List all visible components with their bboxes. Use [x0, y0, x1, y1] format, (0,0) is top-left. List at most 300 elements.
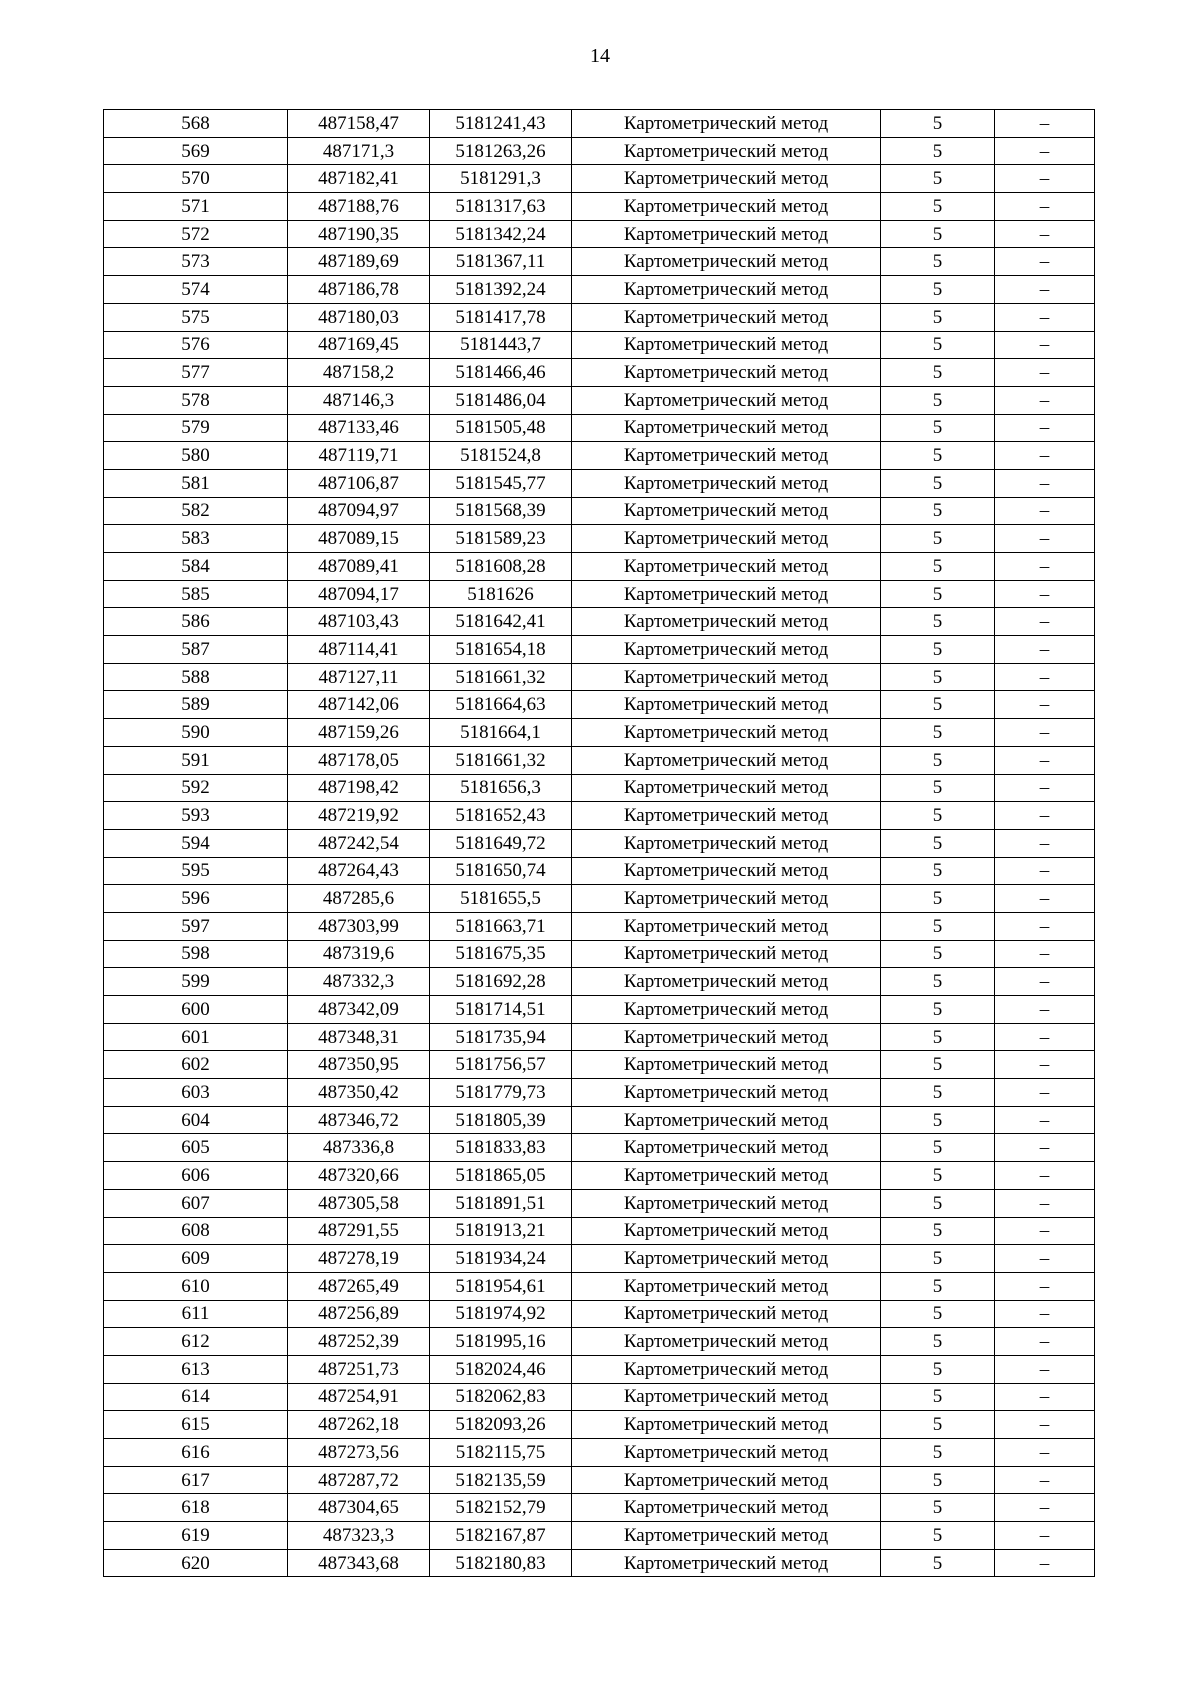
- accuracy-cell: 5: [881, 1383, 995, 1411]
- coordinate-x-cell: 487186,78: [288, 276, 430, 304]
- coordinate-x-cell: 487169,45: [288, 331, 430, 359]
- table-row: [104, 636, 1095, 664]
- table-row: [104, 1328, 1095, 1356]
- coordinate-y-cell: 5181656,3: [430, 774, 572, 802]
- coordinate-y-cell: 5181655,5: [430, 885, 572, 913]
- accuracy-cell: 5: [881, 248, 995, 276]
- point-number-cell: 616: [104, 1439, 288, 1467]
- description-cell: –: [995, 663, 1095, 691]
- coordinate-y-cell: 5181608,28: [430, 553, 572, 581]
- table-row: [104, 220, 1095, 248]
- point-number-cell: 586: [104, 608, 288, 636]
- coordinate-y-cell: 5181934,24: [430, 1245, 572, 1273]
- coordinate-y-cell: 5181995,16: [430, 1328, 572, 1356]
- method-cell: Картометрический метод: [572, 1300, 881, 1328]
- coordinate-y-cell: 5181891,51: [430, 1189, 572, 1217]
- table-row: [104, 1134, 1095, 1162]
- coordinate-x-cell: 487350,42: [288, 1079, 430, 1107]
- description-cell: –: [995, 1522, 1095, 1550]
- coordinate-y-cell: 5181649,72: [430, 829, 572, 857]
- coordinate-x-cell: 487158,47: [288, 110, 430, 138]
- description-cell: –: [995, 912, 1095, 940]
- table-row: [104, 359, 1095, 387]
- accuracy-cell: 5: [881, 996, 995, 1024]
- description-cell: –: [995, 1300, 1095, 1328]
- description-cell: –: [995, 1189, 1095, 1217]
- coordinate-x-cell: 487336,8: [288, 1134, 430, 1162]
- coordinate-x-cell: 487133,46: [288, 414, 430, 442]
- method-cell: Картометрический метод: [572, 525, 881, 553]
- description-cell: –: [995, 1106, 1095, 1134]
- coordinate-y-cell: 5181664,63: [430, 691, 572, 719]
- table-row: [104, 110, 1095, 138]
- coordinate-x-cell: 487089,15: [288, 525, 430, 553]
- coordinate-x-cell: 487180,03: [288, 303, 430, 331]
- point-number-cell: 583: [104, 525, 288, 553]
- coordinate-x-cell: 487323,3: [288, 1522, 430, 1550]
- coordinate-y-cell: 5181735,94: [430, 1023, 572, 1051]
- table-row: [104, 1023, 1095, 1051]
- method-cell: Картометрический метод: [572, 331, 881, 359]
- coordinate-x-cell: 487158,2: [288, 359, 430, 387]
- table-row: [104, 691, 1095, 719]
- coordinate-y-cell: 5182062,83: [430, 1383, 572, 1411]
- table-row: [104, 1439, 1095, 1467]
- coordinate-x-cell: 487106,87: [288, 469, 430, 497]
- coordinate-y-cell: 5182135,59: [430, 1466, 572, 1494]
- table-row: [104, 608, 1095, 636]
- point-number-cell: 607: [104, 1189, 288, 1217]
- description-cell: –: [995, 968, 1095, 996]
- description-cell: –: [995, 1494, 1095, 1522]
- point-number-cell: 615: [104, 1411, 288, 1439]
- accuracy-cell: 5: [881, 525, 995, 553]
- method-cell: Картометрический метод: [572, 802, 881, 830]
- description-cell: –: [995, 497, 1095, 525]
- coordinate-x-cell: 487094,17: [288, 580, 430, 608]
- accuracy-cell: 5: [881, 1466, 995, 1494]
- coordinate-y-cell: 5181654,18: [430, 636, 572, 664]
- table-row: [104, 165, 1095, 193]
- coordinate-y-cell: 5181675,35: [430, 940, 572, 968]
- table-row: [104, 1411, 1095, 1439]
- method-cell: Картометрический метод: [572, 719, 881, 747]
- point-number-cell: 614: [104, 1383, 288, 1411]
- method-cell: Картометрический метод: [572, 497, 881, 525]
- method-cell: Картометрический метод: [572, 137, 881, 165]
- point-number-cell: 571: [104, 193, 288, 221]
- accuracy-cell: 5: [881, 912, 995, 940]
- table-row: [104, 193, 1095, 221]
- accuracy-cell: 5: [881, 1411, 995, 1439]
- description-cell: –: [995, 1217, 1095, 1245]
- coordinate-y-cell: 5181524,8: [430, 442, 572, 470]
- accuracy-cell: 5: [881, 608, 995, 636]
- point-number-cell: 613: [104, 1355, 288, 1383]
- method-cell: Картометрический метод: [572, 1328, 881, 1356]
- accuracy-cell: 5: [881, 1272, 995, 1300]
- accuracy-cell: 5: [881, 1162, 995, 1190]
- accuracy-cell: 5: [881, 1494, 995, 1522]
- description-cell: –: [995, 1383, 1095, 1411]
- point-number-cell: 569: [104, 137, 288, 165]
- accuracy-cell: 5: [881, 110, 995, 138]
- accuracy-cell: 5: [881, 829, 995, 857]
- point-number-cell: 609: [104, 1245, 288, 1273]
- description-cell: –: [995, 1272, 1095, 1300]
- coordinate-x-cell: 487332,3: [288, 968, 430, 996]
- method-cell: Картометрический метод: [572, 1106, 881, 1134]
- point-number-cell: 585: [104, 580, 288, 608]
- method-cell: Картометрический метод: [572, 1023, 881, 1051]
- table-row: [104, 553, 1095, 581]
- table-row: [104, 1355, 1095, 1383]
- table-row: [104, 719, 1095, 747]
- point-number-cell: 604: [104, 1106, 288, 1134]
- method-cell: Картометрический метод: [572, 442, 881, 470]
- coordinate-y-cell: 5181545,77: [430, 469, 572, 497]
- coordinate-x-cell: 487265,49: [288, 1272, 430, 1300]
- method-cell: Картометрический метод: [572, 885, 881, 913]
- point-number-cell: 593: [104, 802, 288, 830]
- coordinate-y-cell: 5181241,43: [430, 110, 572, 138]
- accuracy-cell: 5: [881, 414, 995, 442]
- description-cell: –: [995, 442, 1095, 470]
- point-number-cell: 589: [104, 691, 288, 719]
- accuracy-cell: 5: [881, 137, 995, 165]
- description-cell: –: [995, 1162, 1095, 1190]
- coordinate-y-cell: 5181779,73: [430, 1079, 572, 1107]
- coordinate-y-cell: 5181589,23: [430, 525, 572, 553]
- point-number-cell: 594: [104, 829, 288, 857]
- coordinate-y-cell: 5181756,57: [430, 1051, 572, 1079]
- method-cell: Картометрический метод: [572, 636, 881, 664]
- accuracy-cell: 5: [881, 663, 995, 691]
- accuracy-cell: 5: [881, 497, 995, 525]
- coordinate-x-cell: 487190,35: [288, 220, 430, 248]
- coordinate-y-cell: 5181392,24: [430, 276, 572, 304]
- description-cell: –: [995, 193, 1095, 221]
- coordinate-y-cell: 5181291,3: [430, 165, 572, 193]
- description-cell: –: [995, 303, 1095, 331]
- method-cell: Картометрический метод: [572, 940, 881, 968]
- table-row: [104, 774, 1095, 802]
- description-cell: –: [995, 248, 1095, 276]
- table-row: [104, 276, 1095, 304]
- method-cell: Картометрический метод: [572, 1411, 881, 1439]
- accuracy-cell: 5: [881, 1189, 995, 1217]
- coordinate-x-cell: 487350,95: [288, 1051, 430, 1079]
- table-row: [104, 1189, 1095, 1217]
- point-number-cell: 597: [104, 912, 288, 940]
- table-row: [104, 885, 1095, 913]
- point-number-cell: 605: [104, 1134, 288, 1162]
- point-number-cell: 610: [104, 1272, 288, 1300]
- table-row: [104, 1300, 1095, 1328]
- method-cell: Картометрический метод: [572, 1079, 881, 1107]
- method-cell: Картометрический метод: [572, 1355, 881, 1383]
- accuracy-cell: 5: [881, 331, 995, 359]
- table-row: [104, 137, 1095, 165]
- method-cell: Картометрический метод: [572, 663, 881, 691]
- point-number-cell: 595: [104, 857, 288, 885]
- description-cell: –: [995, 1549, 1095, 1577]
- coordinate-x-cell: 487304,65: [288, 1494, 430, 1522]
- coordinate-x-cell: 487094,97: [288, 497, 430, 525]
- point-number-cell: 590: [104, 719, 288, 747]
- description-cell: –: [995, 885, 1095, 913]
- accuracy-cell: 5: [881, 802, 995, 830]
- coordinate-x-cell: 487219,92: [288, 802, 430, 830]
- table-row: [104, 940, 1095, 968]
- accuracy-cell: 5: [881, 1522, 995, 1550]
- point-number-cell: 574: [104, 276, 288, 304]
- coordinate-y-cell: 5181974,92: [430, 1300, 572, 1328]
- coordinate-y-cell: 5181417,78: [430, 303, 572, 331]
- table-row: [104, 1217, 1095, 1245]
- method-cell: Картометрический метод: [572, 857, 881, 885]
- table-row: [104, 303, 1095, 331]
- coordinate-y-cell: 5181466,46: [430, 359, 572, 387]
- point-number-cell: 591: [104, 746, 288, 774]
- accuracy-cell: 5: [881, 469, 995, 497]
- table-row: [104, 331, 1095, 359]
- coordinate-y-cell: 5181664,1: [430, 719, 572, 747]
- table-row: [104, 1383, 1095, 1411]
- coordinate-x-cell: 487251,73: [288, 1355, 430, 1383]
- description-cell: –: [995, 829, 1095, 857]
- method-cell: Картометрический метод: [572, 1134, 881, 1162]
- description-cell: –: [995, 1134, 1095, 1162]
- coordinate-x-cell: 487291,55: [288, 1217, 430, 1245]
- table-row: [104, 1162, 1095, 1190]
- coordinate-y-cell: 5181317,63: [430, 193, 572, 221]
- point-number-cell: 576: [104, 331, 288, 359]
- table-row: [104, 442, 1095, 470]
- point-number-cell: 602: [104, 1051, 288, 1079]
- table-row: [104, 663, 1095, 691]
- page-number: 14: [590, 45, 610, 67]
- coordinate-x-cell: 487182,41: [288, 165, 430, 193]
- coordinate-y-cell: 5181367,11: [430, 248, 572, 276]
- description-cell: –: [995, 1023, 1095, 1051]
- table-row: [104, 1272, 1095, 1300]
- method-cell: Картометрический метод: [572, 553, 881, 581]
- accuracy-cell: 5: [881, 774, 995, 802]
- description-cell: –: [995, 746, 1095, 774]
- coordinate-x-cell: 487256,89: [288, 1300, 430, 1328]
- table-row: [104, 912, 1095, 940]
- coordinate-y-cell: 5182024,46: [430, 1355, 572, 1383]
- coordinate-x-cell: 487320,66: [288, 1162, 430, 1190]
- point-number-cell: 618: [104, 1494, 288, 1522]
- coordinate-x-cell: 487242,54: [288, 829, 430, 857]
- table-row: [104, 746, 1095, 774]
- point-number-cell: 584: [104, 553, 288, 581]
- coordinate-y-cell: 5181342,24: [430, 220, 572, 248]
- point-number-cell: 603: [104, 1079, 288, 1107]
- coordinate-x-cell: 487127,11: [288, 663, 430, 691]
- coordinate-x-cell: 487198,42: [288, 774, 430, 802]
- point-number-cell: 599: [104, 968, 288, 996]
- table-row: [104, 414, 1095, 442]
- point-number-cell: 596: [104, 885, 288, 913]
- description-cell: –: [995, 165, 1095, 193]
- point-number-cell: 619: [104, 1522, 288, 1550]
- accuracy-cell: 5: [881, 636, 995, 664]
- table-row: [104, 802, 1095, 830]
- coordinate-y-cell: 5182115,75: [430, 1439, 572, 1467]
- accuracy-cell: 5: [881, 857, 995, 885]
- point-number-cell: 598: [104, 940, 288, 968]
- method-cell: Картометрический метод: [572, 469, 881, 497]
- description-cell: –: [995, 857, 1095, 885]
- description-cell: –: [995, 331, 1095, 359]
- coordinate-x-cell: 487252,39: [288, 1328, 430, 1356]
- coordinate-x-cell: 487278,19: [288, 1245, 430, 1273]
- coordinate-y-cell: 5182152,79: [430, 1494, 572, 1522]
- coordinate-y-cell: 5181650,74: [430, 857, 572, 885]
- accuracy-cell: 5: [881, 1549, 995, 1577]
- method-cell: Картометрический метод: [572, 1494, 881, 1522]
- method-cell: Картометрический метод: [572, 193, 881, 221]
- description-cell: –: [995, 386, 1095, 414]
- coordinate-x-cell: 487119,71: [288, 442, 430, 470]
- description-cell: –: [995, 1355, 1095, 1383]
- coordinate-x-cell: 487348,31: [288, 1023, 430, 1051]
- description-cell: –: [995, 1245, 1095, 1273]
- accuracy-cell: 5: [881, 359, 995, 387]
- description-cell: –: [995, 137, 1095, 165]
- coordinate-y-cell: 5181652,43: [430, 802, 572, 830]
- method-cell: Картометрический метод: [572, 746, 881, 774]
- coordinate-y-cell: 5181805,39: [430, 1106, 572, 1134]
- coordinate-y-cell: 5181486,04: [430, 386, 572, 414]
- method-cell: Картометрический метод: [572, 829, 881, 857]
- accuracy-cell: 5: [881, 1134, 995, 1162]
- point-number-cell: 608: [104, 1217, 288, 1245]
- table-row: [104, 857, 1095, 885]
- coordinate-y-cell: 5182093,26: [430, 1411, 572, 1439]
- coordinate-x-cell: 487103,43: [288, 608, 430, 636]
- method-cell: Картометрический метод: [572, 1189, 881, 1217]
- description-cell: –: [995, 220, 1095, 248]
- accuracy-cell: 5: [881, 691, 995, 719]
- coordinate-y-cell: 5181626: [430, 580, 572, 608]
- point-number-cell: 600: [104, 996, 288, 1024]
- accuracy-cell: 5: [881, 1300, 995, 1328]
- table-row: [104, 386, 1095, 414]
- method-cell: Картометрический метод: [572, 220, 881, 248]
- accuracy-cell: 5: [881, 1023, 995, 1051]
- coordinate-x-cell: 487142,06: [288, 691, 430, 719]
- description-cell: –: [995, 580, 1095, 608]
- table-row: [104, 1106, 1095, 1134]
- point-number-cell: 592: [104, 774, 288, 802]
- accuracy-cell: 5: [881, 193, 995, 221]
- method-cell: Картометрический метод: [572, 276, 881, 304]
- accuracy-cell: 5: [881, 276, 995, 304]
- coordinate-x-cell: 487287,72: [288, 1466, 430, 1494]
- point-number-cell: 580: [104, 442, 288, 470]
- coordinate-y-cell: 5181663,71: [430, 912, 572, 940]
- coordinate-x-cell: 487178,05: [288, 746, 430, 774]
- description-cell: –: [995, 802, 1095, 830]
- coordinate-y-cell: 5181833,83: [430, 1134, 572, 1162]
- description-cell: –: [995, 1328, 1095, 1356]
- coordinate-x-cell: 487089,41: [288, 553, 430, 581]
- method-cell: Картометрический метод: [572, 774, 881, 802]
- method-cell: Картометрический метод: [572, 968, 881, 996]
- point-number-cell: 570: [104, 165, 288, 193]
- coordinate-x-cell: 487254,91: [288, 1383, 430, 1411]
- point-number-cell: 579: [104, 414, 288, 442]
- method-cell: Картометрический метод: [572, 1051, 881, 1079]
- description-cell: –: [995, 359, 1095, 387]
- method-cell: Картометрический метод: [572, 691, 881, 719]
- coordinate-x-cell: 487159,26: [288, 719, 430, 747]
- accuracy-cell: 5: [881, 719, 995, 747]
- accuracy-cell: 5: [881, 553, 995, 581]
- coordinate-x-cell: 487342,09: [288, 996, 430, 1024]
- table-row: [104, 1051, 1095, 1079]
- point-number-cell: 611: [104, 1300, 288, 1328]
- table-row: [104, 1079, 1095, 1107]
- description-cell: –: [995, 276, 1095, 304]
- accuracy-cell: 5: [881, 1439, 995, 1467]
- point-number-cell: 588: [104, 663, 288, 691]
- accuracy-cell: 5: [881, 746, 995, 774]
- description-cell: –: [995, 691, 1095, 719]
- table-row: [104, 1466, 1095, 1494]
- method-cell: Картометрический метод: [572, 1383, 881, 1411]
- accuracy-cell: 5: [881, 1051, 995, 1079]
- coordinate-x-cell: 487171,3: [288, 137, 430, 165]
- description-cell: –: [995, 1079, 1095, 1107]
- description-cell: –: [995, 719, 1095, 747]
- accuracy-cell: 5: [881, 165, 995, 193]
- method-cell: Картометрический метод: [572, 165, 881, 193]
- table-row: [104, 497, 1095, 525]
- coordinate-x-cell: 487346,72: [288, 1106, 430, 1134]
- accuracy-cell: 5: [881, 1106, 995, 1134]
- table-row: [104, 1494, 1095, 1522]
- coordinates-table: [103, 109, 1095, 1577]
- coordinate-x-cell: 487189,69: [288, 248, 430, 276]
- coordinate-x-cell: 487319,6: [288, 940, 430, 968]
- table-row: [104, 580, 1095, 608]
- method-cell: Картометрический метод: [572, 1466, 881, 1494]
- coordinates-table-body: [104, 110, 1095, 1577]
- description-cell: –: [995, 608, 1095, 636]
- coordinate-y-cell: 5181661,32: [430, 746, 572, 774]
- accuracy-cell: 5: [881, 1217, 995, 1245]
- coordinate-x-cell: 487262,18: [288, 1411, 430, 1439]
- table-row: [104, 829, 1095, 857]
- description-cell: –: [995, 525, 1095, 553]
- description-cell: –: [995, 774, 1095, 802]
- point-number-cell: 612: [104, 1328, 288, 1356]
- accuracy-cell: 5: [881, 580, 995, 608]
- description-cell: –: [995, 636, 1095, 664]
- coordinate-y-cell: 5182167,87: [430, 1522, 572, 1550]
- table-row: [104, 968, 1095, 996]
- table-row: [104, 248, 1095, 276]
- coordinate-y-cell: 5181865,05: [430, 1162, 572, 1190]
- method-cell: Картометрический метод: [572, 1245, 881, 1273]
- coordinate-x-cell: 487146,3: [288, 386, 430, 414]
- description-cell: –: [995, 553, 1095, 581]
